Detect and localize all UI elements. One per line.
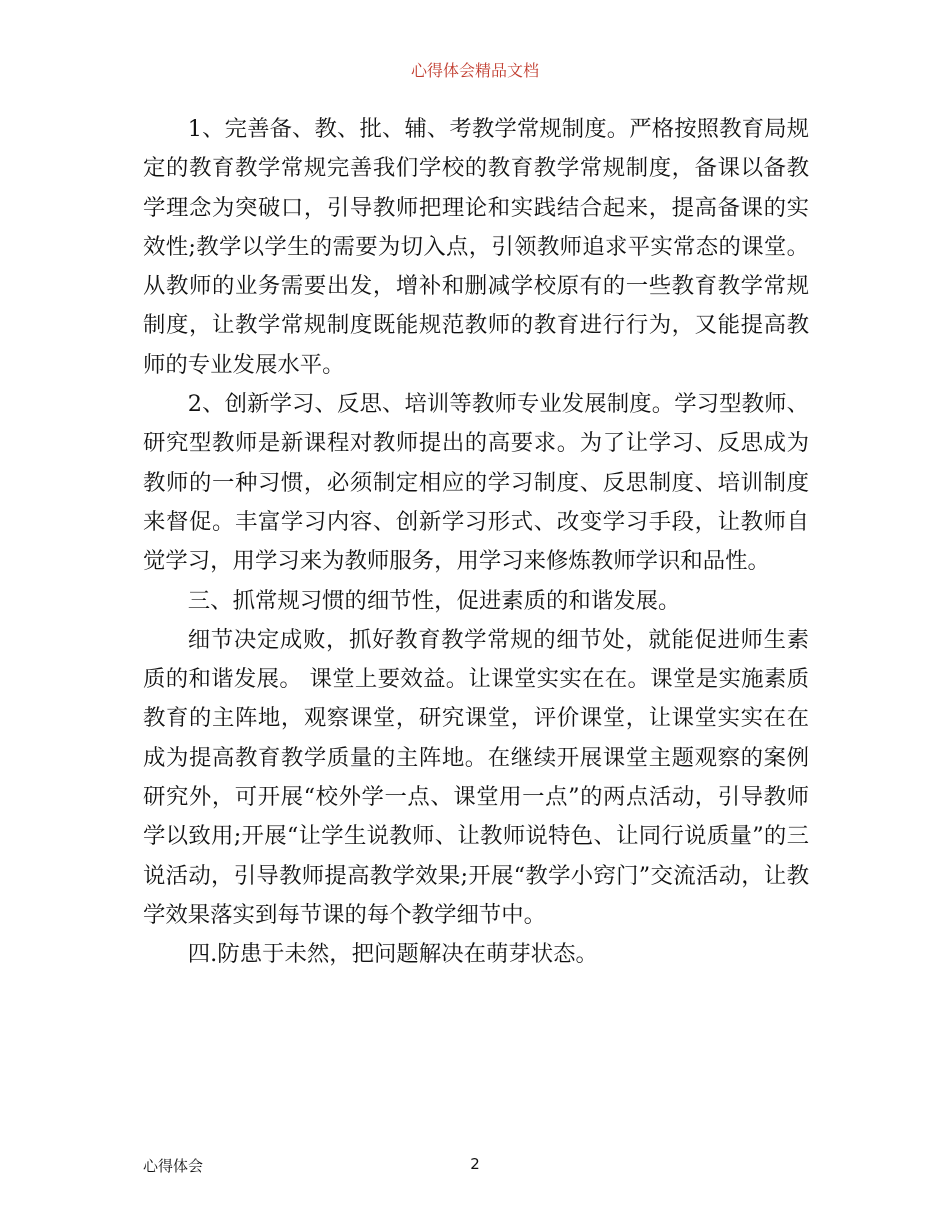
paragraph-1: 1、完善备、教、批、辅、考教学常规制度。严格按照教育局规定的教育教学常规完善我们学校的教育教学常规制度，备课以备教学理念为突破口，引导教师把理论和实践结合起来，提高备课的实效性;教学以学生的需要为切入点，引领教师追求平实常态的课堂。从教师的业务需要出发，增补和删减学校原有的一些教育教学常规制度，让教学常规制度既能规范教师的教育进行行为，又能提高教师的专业发展水平。 bbox=[143, 116, 809, 378]
paragraph-3: 细节决定成败，抓好教育教学常规的细节处，就能促进师生素质的和谐发展。 课堂上要效益。让课堂实实在在。课堂是实施素质教育的主阵地，观察课堂，研究课堂，评价课堂，让课堂实实在在成为提高教育教学质量的主阵地。在继续开展课堂主题观察的案例研究外，可开展“校外学一点、课堂用一点”的两点活动，引导教师学以致用;开展“让学生说教师、让教师说特色、让同行说质量”的三说活动，引导教师提高教学效果;开展“教学小窍门”交流活动，让教学效果落实到每节课的每个教学细节中。 bbox=[143, 626, 809, 928]
section-heading-3: 三、抓常规习惯的细节性，促进素质的和谐发展。 bbox=[187, 587, 681, 614]
page-number: 2 bbox=[470, 1155, 480, 1173]
section-heading-4: 四.防患于未然，把问题解决在萌芽状态。 bbox=[187, 941, 598, 968]
document-body bbox=[143, 110, 809, 975]
page-header-title: 心得体会精品文档 bbox=[410, 61, 539, 80]
footer-label: 心得体会 bbox=[143, 1157, 204, 1175]
paragraph-2: 2、创新学习、反思、培训等教师专业发展制度。学习型教师、研究型教师是新课程对教师提出的高要求。为了让学习、反思成为教师的一种习惯，必须制定相应的学习制度、反思制度、培训制度来督促。丰富学习内容、创新学习形式、改变学习手段，让教师自觉学习，用学习来为教师服务，用学习来修炼教师学识和品性。 bbox=[143, 391, 809, 575]
